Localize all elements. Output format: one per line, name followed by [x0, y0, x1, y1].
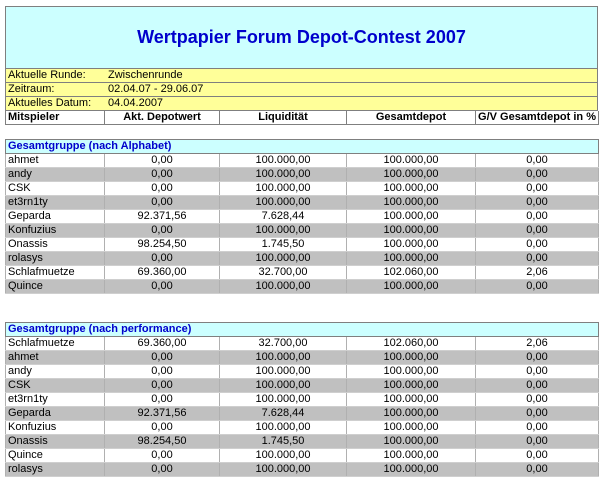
value-cell: 100.000,00 [220, 449, 347, 463]
player-cell: et3rn1ty [6, 196, 105, 210]
table-row [6, 337, 599, 351]
column-header: Liquidität [220, 111, 347, 125]
table-row [6, 351, 599, 365]
value-cell: 0,00 [105, 168, 220, 182]
table-row [6, 421, 599, 435]
value-cell: 0,00 [476, 210, 599, 224]
table-row [6, 196, 599, 210]
table-row [6, 280, 599, 294]
value-cell: 100.000,00 [347, 365, 476, 379]
player-cell: ahmet [6, 154, 105, 168]
value-cell: 100.000,00 [347, 182, 476, 196]
table-row [6, 238, 599, 252]
value-cell: 0,00 [105, 393, 220, 407]
info-block [5, 69, 598, 111]
player-cell: ahmet [6, 351, 105, 365]
table-row [6, 266, 599, 280]
value-cell: 0,00 [476, 196, 599, 210]
player-cell: andy [6, 168, 105, 182]
value-cell: 0,00 [476, 407, 599, 421]
value-cell: 102.060,00 [347, 266, 476, 280]
info-row-round [6, 69, 597, 83]
value-cell: 100.000,00 [347, 224, 476, 238]
player-cell: Quince [6, 280, 105, 294]
header-row [6, 111, 599, 125]
value-cell: 0,00 [105, 224, 220, 238]
value-cell: 100.000,00 [220, 224, 347, 238]
value-cell: 2,06 [476, 266, 599, 280]
value-cell: 102.060,00 [347, 337, 476, 351]
column-header: Gesamtdepot [347, 111, 476, 125]
value-cell: 92.371,56 [105, 407, 220, 421]
value-cell: 100.000,00 [347, 280, 476, 294]
value-cell: 0,00 [476, 393, 599, 407]
title-banner [5, 6, 598, 69]
table-row [6, 224, 599, 238]
value-cell: 0,00 [476, 421, 599, 435]
value-cell: 100.000,00 [347, 196, 476, 210]
value-cell: 100.000,00 [347, 351, 476, 365]
table-row [6, 154, 599, 168]
group-title: Gesamtgruppe (nach performance) [6, 323, 599, 337]
player-cell: Geparda [6, 210, 105, 224]
value-cell: 0,00 [105, 196, 220, 210]
value-cell: 0,00 [476, 449, 599, 463]
value-cell: 0,00 [105, 280, 220, 294]
info-value: 04.04.2007 [108, 97, 164, 109]
value-cell: 0,00 [476, 252, 599, 266]
table-row [6, 463, 599, 477]
info-row-period [6, 83, 597, 97]
value-cell: 0,00 [476, 168, 599, 182]
player-cell: Konfuzius [6, 421, 105, 435]
player-cell: Onassis [6, 238, 105, 252]
value-cell: 98.254,50 [105, 435, 220, 449]
spacer-cell [6, 308, 599, 323]
table-row [6, 252, 599, 266]
group-title: Gesamtgruppe (nach Alphabet) [6, 140, 599, 154]
spacer-row [6, 125, 599, 140]
value-cell: 0,00 [105, 252, 220, 266]
table-row [6, 210, 599, 224]
player-cell: Schlafmuetze [6, 337, 105, 351]
value-cell: 100.000,00 [347, 252, 476, 266]
page-title: Wertpapier Forum Depot-Contest 2007 [137, 27, 466, 47]
player-cell: Quince [6, 449, 105, 463]
spacer-row [6, 308, 599, 323]
value-cell: 0,00 [105, 182, 220, 196]
value-cell: 100.000,00 [347, 407, 476, 421]
value-cell: 1.745,50 [220, 435, 347, 449]
player-cell: et3rn1ty [6, 393, 105, 407]
value-cell: 32.700,00 [220, 266, 347, 280]
spacer-cell [6, 294, 599, 309]
column-header: Mitspieler [6, 111, 105, 125]
table-row [6, 168, 599, 182]
value-cell: 100.000,00 [220, 252, 347, 266]
value-cell: 100.000,00 [347, 435, 476, 449]
player-cell: rolasys [6, 252, 105, 266]
value-cell: 0,00 [476, 379, 599, 393]
value-cell: 100.000,00 [347, 421, 476, 435]
value-cell: 69.360,00 [105, 337, 220, 351]
value-cell: 100.000,00 [347, 393, 476, 407]
info-value: 02.04.07 - 29.06.07 [108, 83, 204, 95]
player-cell: Schlafmuetze [6, 266, 105, 280]
spreadsheet [5, 6, 598, 477]
info-row-date [6, 97, 597, 111]
value-cell: 100.000,00 [220, 463, 347, 477]
value-cell: 2,06 [476, 337, 599, 351]
value-cell: 98.254,50 [105, 238, 220, 252]
value-cell: 100.000,00 [220, 182, 347, 196]
table-row [6, 407, 599, 421]
column-header: Akt. Depotwert [105, 111, 220, 125]
group-header-row [6, 140, 599, 154]
value-cell: 100.000,00 [220, 379, 347, 393]
value-cell: 100.000,00 [220, 393, 347, 407]
value-cell: 100.000,00 [220, 421, 347, 435]
value-cell: 0,00 [476, 154, 599, 168]
value-cell: 100.000,00 [220, 196, 347, 210]
value-cell: 0,00 [476, 351, 599, 365]
info-value: Zwischenrunde [108, 69, 183, 81]
value-cell: 100.000,00 [347, 168, 476, 182]
value-cell: 0,00 [476, 463, 599, 477]
value-cell: 1.745,50 [220, 238, 347, 252]
table-row [6, 449, 599, 463]
value-cell: 100.000,00 [347, 379, 476, 393]
table-body [6, 125, 599, 477]
value-cell: 100.000,00 [220, 365, 347, 379]
info-label: Zeitraum: [8, 83, 55, 95]
value-cell: 0,00 [105, 463, 220, 477]
value-cell: 0,00 [105, 449, 220, 463]
value-cell: 0,00 [476, 224, 599, 238]
value-cell: 100.000,00 [347, 463, 476, 477]
value-cell: 0,00 [476, 435, 599, 449]
value-cell: 0,00 [105, 154, 220, 168]
value-cell: 100.000,00 [220, 154, 347, 168]
value-cell: 0,00 [105, 351, 220, 365]
value-cell: 0,00 [476, 238, 599, 252]
value-cell: 32.700,00 [220, 337, 347, 351]
value-cell: 100.000,00 [347, 154, 476, 168]
player-cell: rolasys [6, 463, 105, 477]
column-header: G/V Gesamtdepot in % [476, 111, 599, 125]
table-row [6, 379, 599, 393]
table-row [6, 435, 599, 449]
value-cell: 100.000,00 [220, 168, 347, 182]
value-cell: 92.371,56 [105, 210, 220, 224]
value-cell: 100.000,00 [347, 238, 476, 252]
player-cell: CSK [6, 379, 105, 393]
table-row [6, 393, 599, 407]
value-cell: 0,00 [105, 421, 220, 435]
value-cell: 0,00 [476, 280, 599, 294]
value-cell: 0,00 [105, 379, 220, 393]
value-cell: 100.000,00 [220, 351, 347, 365]
value-cell: 0,00 [476, 182, 599, 196]
player-cell: Konfuzius [6, 224, 105, 238]
group-header-row [6, 323, 599, 337]
results-table [5, 111, 599, 477]
value-cell: 0,00 [105, 365, 220, 379]
info-label: Aktuelles Datum: [8, 97, 92, 109]
player-cell: andy [6, 365, 105, 379]
player-cell: Geparda [6, 407, 105, 421]
table-row [6, 365, 599, 379]
table-row [6, 182, 599, 196]
player-cell: Onassis [6, 435, 105, 449]
value-cell: 7.628,44 [220, 210, 347, 224]
value-cell: 7.628,44 [220, 407, 347, 421]
player-cell: CSK [6, 182, 105, 196]
value-cell: 100.000,00 [347, 210, 476, 224]
value-cell: 0,00 [476, 365, 599, 379]
info-label: Aktuelle Runde: [8, 69, 86, 81]
value-cell: 69.360,00 [105, 266, 220, 280]
value-cell: 100.000,00 [347, 449, 476, 463]
spacer-row [6, 294, 599, 309]
value-cell: 100.000,00 [220, 280, 347, 294]
spacer-cell [6, 125, 599, 140]
